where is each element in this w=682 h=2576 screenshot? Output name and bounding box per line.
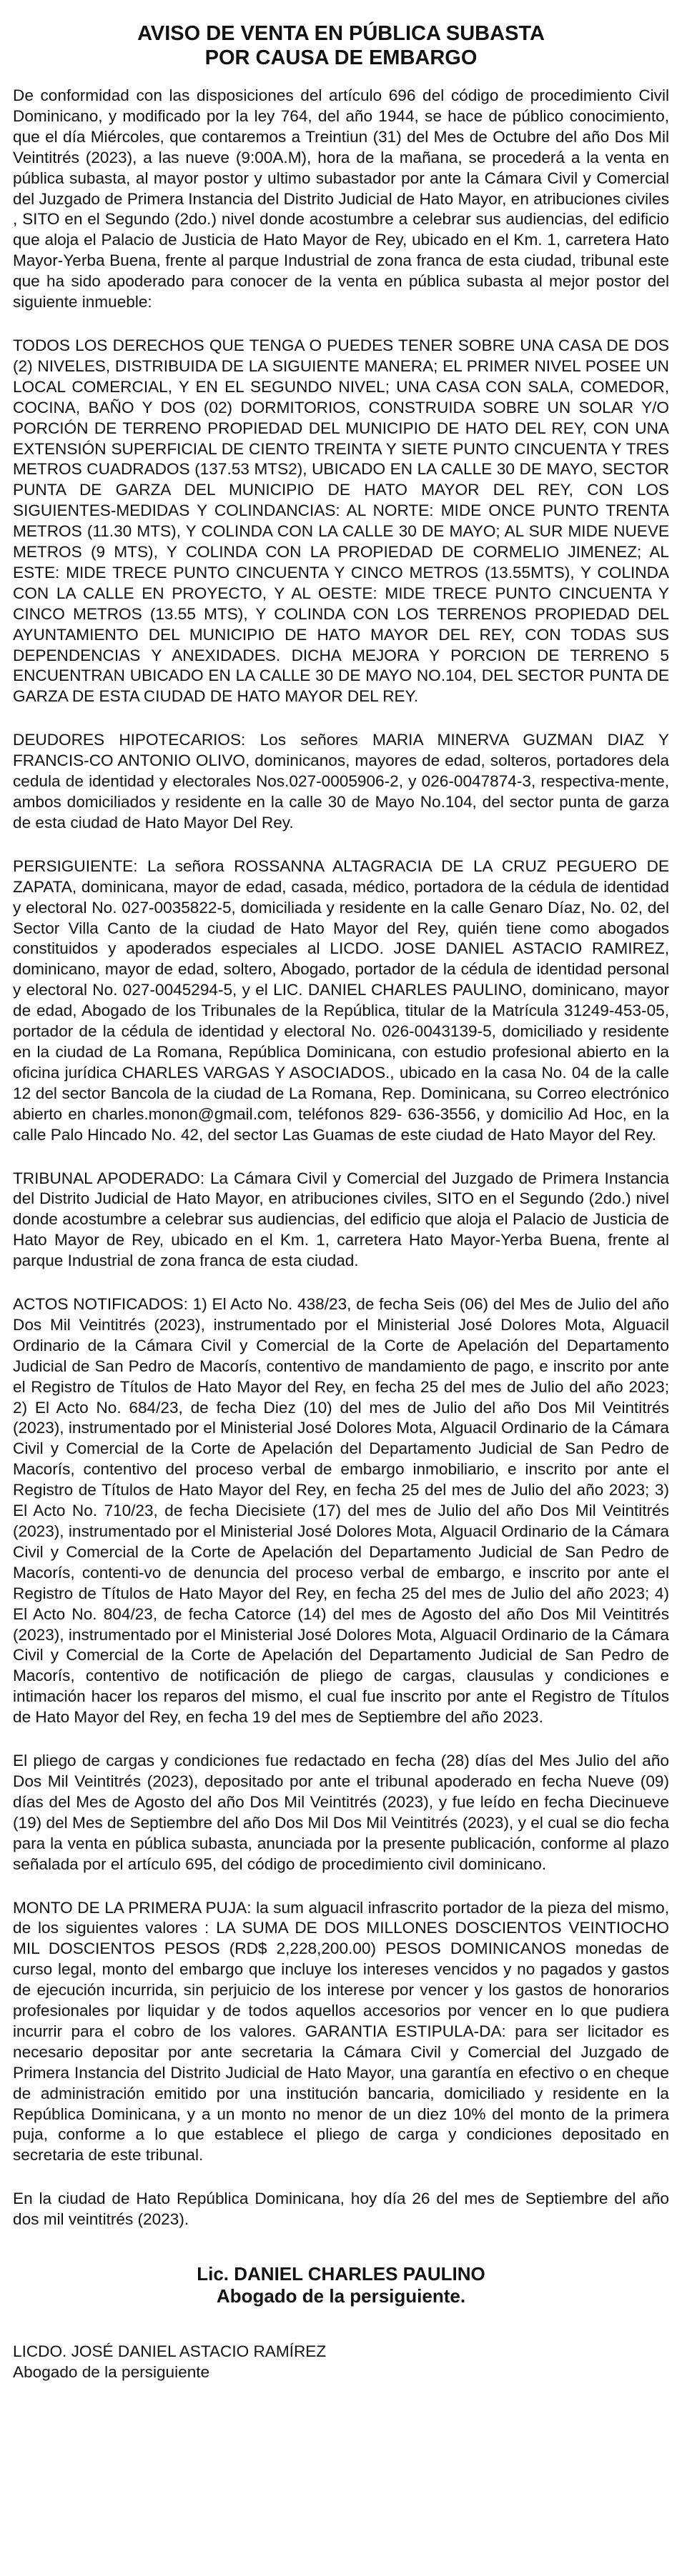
notified-acts-paragraph: ACTOS NOTIFICADOS: 1) El Acto No. 438/23, de fecha Seis (06) del Mes de Julio del año Dos Mil Veintitrés (2023), instrumentado por el Ministerial José Dolores Mota, Alguacil Ordinario de la Cámara Civil y Comercial de la Corte de Apelación del Departamento Judicial de San Pedro de Macorís, contentivo de mandamiento de pago, e inscrito por ante el Registro de Títulos de Hato Mayor del Rey, en fecha 25 del mes de Julio del año 2023; 2) El Acto No. 684/23, de fecha Diez (10) del mes de Julio del año Dos Mil Veintitrés (2023), instrumentado por el Ministerial José Dolores Mota, Alguacil Ordinario de la Cámara Civil y Comercial de la Corte de Apelación del Departamento Judicial de San Pedro de Macorís, contentivo del proceso verbal de embargo inmobiliario, e inscrito por ante el Registro de Títulos de Hato Mayor del Rey, en fecha 25 del mes de Julio del año 2023; 3) El Acto No. 710/23, de fecha Diecisiete (17) del mes de Julio del año Dos Mil Veintitrés (2023), instrumentado por el Ministerial José Dolores Mota, Alguacil Ordinario de la Cámara Civil y Comercial de la Corte de Apelación del Departamento Judicial de San Pedro de Macorís, contenti-vo de denuncia del proceso verbal de embargo, e inscrito por ante el Registro de Títulos de Hato Mayor del Rey, en fecha 25 del mes de Julio del año 2023; 4) El Acto No. 804/23, de fecha Catorce (14) del mes de Agosto del año Dos Mil Veintitrés (2023), instrumentado por el Ministerial José Dolores Mota, Alguacil Ordinario de la Cámara Civil y Comercial de la Corte de Apelación del Departamento Judicial de San Pedro de Macorís, contentivo de notificación de pliego de cargas, clausulas y condiciones e intimación hacer los reparos del mismo, el cual fue inscrito por ante el Registro de Títulos de Hato Mayor del Rey, en fecha 19 del mes de Septiembre del año 2023. (13, 1295, 669, 1727)
conditions-paragraph: El pliego de cargas y condiciones fue redactado en fecha (28) días del Mes Julio del año Dos Mil Veintitrés (2023), depositado por ante el tribunal apoderado en fecha Nueve (09) días del Mes de Agosto del año Dos Mil Veintitrés (2023), y fue leído en fecha Diecinueve (19) del Mes de Septiembre del año Dos Mil Dos Mil Veintitrés (2023), y el cual se dio fecha para la venta en pública subasta, anunciada por la presente publicación, conforme al plazo señalada por el artículo 695, del código de procedimiento civil dominicano. (13, 1752, 669, 1873)
pursuer-paragraph: PERSIGUIENTE: La señora ROSSANNA ALTAGRACIA DE LA CRUZ PEGUERO DE ZAPATA, dominicana, mayor de edad, casada, médico, portadora de la cédula de identidad y electoral No. 027-0035822-5, domiciliada y residente en la calle Genaro Díaz, No. 02, del Sector Villa Canto de la ciudad de Hato Mayor del Rey, quién tiene como abogados constituidos y apoderados especiales al LICDO. JOSE DANIEL ASTACIO RAMIREZ, dominicano, mayor de edad, soltero, Abogado, portador de la cédula de identidad personal y electoral No. 027-0045294-5, y el LIC. DANIEL CHARLES PAULINO, dominicano, mayor de edad, Abogado de los Tribunales de la República, titular de la Matrícula 31249-453-05, portador de la cédula de identidad y electoral No. 026-0043139-5, domiciliado y residente en la ciudad de La Romana, República Dominicana, con estudio profesional abierto en la oficina jurídica CHARLES VARGAS Y ASOCIADOS., ubicado en la casa No. 04 de la calle 12 del sector Bancola de la ciudad de La Romana, Rep. Dominicana, su Correo electrónico abierto en charles.monon@gmail.com, teléfonos 829- 636-3556, y domicilio Ad Hoc, en la calle Palo Hincado No. 42, del sector Las Guamas de este ciudad de Hato Mayor del Rey. (13, 857, 669, 1144)
notice-title-line-1: AVISO DE VENTA EN PÚBLICA SUBASTA (137, 22, 545, 45)
first-bid-paragraph: MONTO DE LA PRIMERA PUJA: la sum alguacil infrascrito portador de la pieza del mismo, de los siguientes valores : LA SUMA DE DOS MILLONES DOSCIENTOS VEINTIOCHO MIL DOSCIENTOS PESOS (RD$ 2,228,200.00) PESOS DOMINICANOS monedas de curso legal, monto del embargo que incluye los intereses vencidos y no pagados y gastos de ejecución incurrida, sin perjuicio de los interese por vencer y los gastos de honorarios profesionales por liquidar y de todos aquellos accesorios por vencer en lo que pudiera incurrir para el cobro de los valores. GARANTIA ESTIPULA-DA: para ser licitador es necesario depositar por ante secretaria la Cámara Civil y Comercial del Juzgado de Primera Instancia del Distrito Judicial de Hato Mayor, una garantía en efectivo o en cheque de administración emitido por una institución bancaria, domiciliado y residente en la República Dominicana, y a un monto no menor de un diez 10% del monto de la primera puja, conforme a lo que establece el pliego de carga y condiciones depositado en secretaria de este tribunal. (13, 1898, 669, 2165)
tribunal-paragraph: TRIBUNAL APODERADO: La Cámara Civil y Comercial del Juzgado de Primera Instancia del Distrito Judicial de Hato Mayor, en atribuciones civiles, SITO en el Segundo (2do.) nivel donde acostumbre a celebrar sus audiencias, del edificio que aloja el Palacio de Justicia de Hato Mayor de Rey, ubicado en el Km. 1, carretera Hato Mayor-Yerba Buena, frente al parque Industrial de zona franca de esta ciudad. (13, 1169, 669, 1270)
notice-title (13, 21, 669, 70)
signature-block (13, 2263, 669, 2307)
date-paragraph: En la ciudad de Hato República Dominicana, hoy día 26 del mes de Septiembre del año dos mil veintitrés (2023). (13, 2190, 669, 2229)
signature-name: Lic. DANIEL CHARLES PAULINO (197, 2263, 485, 2285)
footer-block (13, 2342, 669, 2383)
debtors-paragraph: DEUDORES HIPOTECARIOS: Los señores MARIA MINERVA GUZMAN DIAZ Y FRANCIS-CO ANTONIO OLIVO, dominicanos, mayores de edad, solteros, portadores dela cedula de identidad y electorales Nos.027-0005906-2, y 026-0047874-3, respectiva-mente, ambos domiciliados y residente en la calle 30 de Mayo No.104, del sector punta de garza de esta ciudad de Hato Mayor Del Rey. (13, 731, 669, 832)
footer-role: Abogado de la persiguiente (13, 2363, 210, 2381)
property-description-paragraph: TODOS LOS DERECHOS QUE TENGA O PUEDES TENER SOBRE UNA CASA DE DOS (2) NIVELES, DISTRIBUIDA DE LA SIGUIENTE MANERA; EL PRIMER NIVEL POSEE UN LOCAL COMERCIAL, Y EN EL SEGUNDO NIVEL; UNA CASA CON SALA, COMEDOR, COCINA, BAÑO Y DOS (02) DORMITORIOS, CONSTRUIDA SOBRE UN SOLAR Y/O PORCIÓN DE TERRENO PROPIEDAD DEL MUNICIPIO DE HATO DEL REY, CON UNA EXTENSIÓN SUPERFICIAL DE CIENTO TREINTA Y SIETE PUNTO CINCUENTA Y TRES METROS CUADRADOS (137.53 MTS2), UBICADO EN LA CALLE 30 DE MAYO, SECTOR PUNTA DE GARZA DEL MUNICIPIO DE HATO MAYOR DEL REY, CON LOS SIGUIENTES-MEDIDAS Y COLINDANCIAS: AL NORTE: MIDE ONCE PUNTO TRENTA METROS (11.30 MTS), Y COLINDA CON LA CALLE 30 DE MAYO; AL SUR MIDE NUEVE METROS (9 MTS), Y COLINDA CON LA PROPIEDAD DE CORMELIO JIMENEZ; AL ESTE: MIDE TRECE PUNTO CINCUENTA Y CINCO METROS (13.55MTS), Y COLINDA CON LA CALLE EN PROYECTO, Y AL OESTE: MIDE TRECE PUNTO CINCUENTA Y CINCO METROS (13.55 MTS), Y COLINDA CON LOS TERRENOS PROPIEDAD DEL AYUNTAMIENTO DEL MUNICIPIO DE HATO MAYOR DEL REY, CON TODAS SUS DEPENDENCIAS Y ANEXIDADES. DICHA MEJORA Y PORCION DE TERRENO 5 ENCUENTRAN UBICADO EN LA CALLE 30 DE MAYO NO.104, DEL SECTOR PUNTA DE GARZA DE ESTA CIUDAD DE HATO MAYOR DEL REY. (13, 336, 669, 706)
notice-title-line-2: POR CAUSA DE EMBARGO (204, 46, 478, 69)
footer-name: LICDO. JOSÉ DANIEL ASTACIO RAMÍREZ (13, 2342, 327, 2361)
intro-paragraph: De conformidad con las disposiciones del artículo 696 del código de procedimiento Civil Dominicano, y modificado por la ley 764, del año 1944, se hace de público conocimiento, que el día Miércoles, que contaremos a Treintiun (31) del Mes de Octubre del año Dos Mil Veintitrés (2023), a las nueve (9:00A.M), hora de la mañana, se procederá a la venta en pública subasta, al mayor postor y ultimo subastador por ante la Cámara Civil y Comercial del Juzgado de Primera Instancia del Distrito Judicial de Hato Mayor, en atribuciones civiles , SITO en el Segundo (2do.) nivel donde acostumbre a celebrar sus audiencias, del edificio que aloja el Palacio de Justicia de Hato Mayor de Rey, ubicado en el Km. 1, carretera Hato Mayor-Yerba Buena, frente al parque Industrial de zona franca de esta ciudad, tribunal este que ha sido apoderado para conocer de la venta en pública subasta al mejor postor del siguiente inmueble: (13, 86, 669, 311)
signature-role: Abogado de la persiguiente. (216, 2285, 466, 2307)
